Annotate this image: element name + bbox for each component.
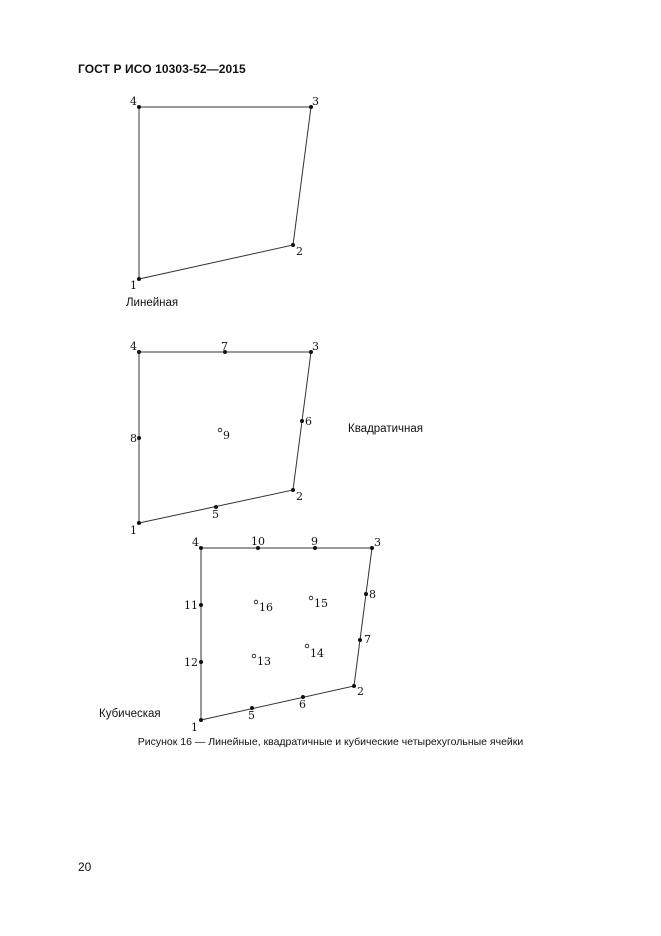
quadratic-node-4 xyxy=(137,350,141,354)
linear-node-4 xyxy=(137,105,141,109)
quadratic-node-label: 7 xyxy=(221,340,228,353)
linear-node-label: 3 xyxy=(312,95,319,108)
linear-cell-outline xyxy=(139,107,311,279)
cubic-node-16 xyxy=(254,600,258,604)
cubic-node-7 xyxy=(358,638,362,642)
quadratic-node-2 xyxy=(291,488,295,492)
cubic-node-label: 14 xyxy=(310,647,324,660)
cubic-node-label: 13 xyxy=(257,655,271,668)
cubic-node-label: 12 xyxy=(184,656,198,669)
cubic-node-label: 1 xyxy=(191,721,198,734)
cubic-node-label: 7 xyxy=(364,633,371,646)
quadratic-cell-label: Квадратичная xyxy=(348,423,423,435)
cubic-node-label: 15 xyxy=(314,597,328,610)
cubic-node-12 xyxy=(199,660,203,664)
quadratic-node-label: 4 xyxy=(130,340,137,353)
page-number: 20 xyxy=(78,860,92,874)
quadratic-node-6 xyxy=(300,419,304,423)
cubic-node-2 xyxy=(352,684,356,688)
quadratic-node-label: 1 xyxy=(130,524,137,537)
cubic-node-label: 5 xyxy=(248,709,255,722)
linear-node-2 xyxy=(291,243,295,247)
quadratic-node-label: 9 xyxy=(223,429,230,442)
quadratic-node-label: 5 xyxy=(212,508,219,521)
cubic-node-label: 16 xyxy=(259,601,273,614)
cubic-node-13 xyxy=(252,654,256,658)
cubic-node-8 xyxy=(364,592,368,596)
quadratic-node-label: 8 xyxy=(130,432,137,445)
cubic-node-1 xyxy=(199,718,203,722)
linear-cell-label: Линейная xyxy=(126,297,179,309)
cubic-node-14 xyxy=(305,644,309,648)
cubic-cell xyxy=(184,535,381,734)
linear-cell xyxy=(130,95,319,292)
cubic-node-4 xyxy=(199,546,203,550)
cubic-node-label: 8 xyxy=(369,588,376,601)
quadratic-cell xyxy=(130,340,319,537)
linear-node-label: 1 xyxy=(130,279,137,292)
cubic-node-label: 6 xyxy=(299,698,306,711)
quadratic-node-1 xyxy=(137,521,141,525)
cubic-node-label: 2 xyxy=(357,685,364,698)
cubic-node-15 xyxy=(309,596,313,600)
linear-node-label: 2 xyxy=(296,245,303,258)
document-header: ГОСТ Р ИСО 10303-52—2015 xyxy=(78,62,246,76)
cubic-node-label: 9 xyxy=(311,535,318,548)
quadratic-node-label: 6 xyxy=(305,415,312,428)
quadratic-node-label: 2 xyxy=(296,490,303,503)
cubic-node-label: 4 xyxy=(192,536,199,549)
linear-node-label: 4 xyxy=(130,95,137,108)
cubic-node-11 xyxy=(199,603,203,607)
cubic-cell-outline xyxy=(201,548,372,720)
figure-caption: Рисунок 16 — Линейные, квадратичные и кубические четырехугольные ячейки xyxy=(137,736,524,748)
cubic-cell-label: Кубическая xyxy=(99,708,161,720)
quadratic-node-label: 3 xyxy=(312,340,319,353)
quadratic-node-8 xyxy=(137,436,141,440)
linear-node-1 xyxy=(137,277,141,281)
quadratic-node-9 xyxy=(218,428,222,432)
cubic-node-label: 11 xyxy=(184,599,198,612)
cubic-node-label: 3 xyxy=(374,536,381,549)
cubic-node-label: 10 xyxy=(251,535,265,548)
